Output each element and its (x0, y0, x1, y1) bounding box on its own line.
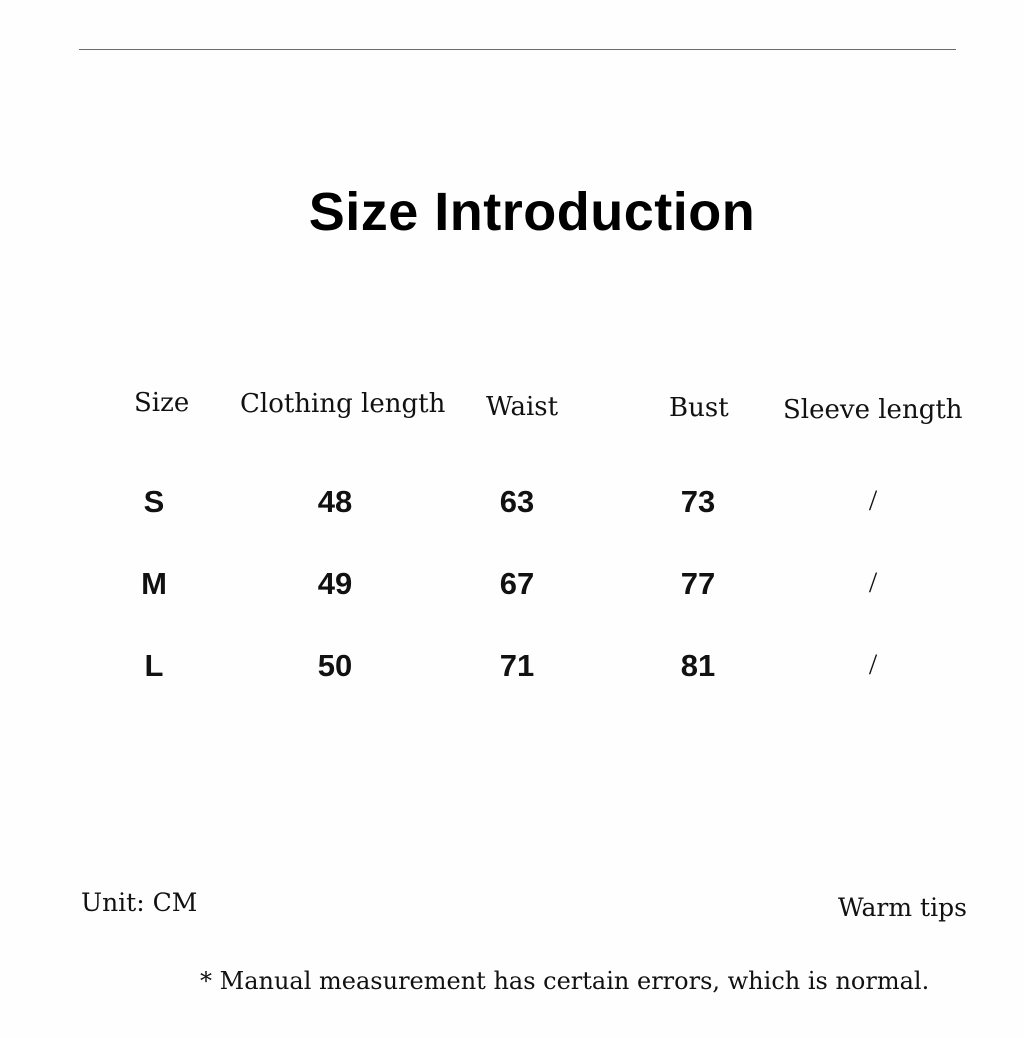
table-cell-bust: 81 (680, 648, 716, 683)
table-cell-waist: 63 (499, 484, 535, 519)
unit-label: Unit: CM (81, 888, 198, 917)
table-cell-size: S (143, 484, 165, 519)
table-cell-size: L (144, 648, 164, 683)
warm-tips-label: Warm tips (838, 893, 967, 922)
header-size: Size (134, 388, 190, 418)
table-cell-clothing-length: 48 (317, 484, 353, 519)
table-cell-sleeve-length: / (868, 566, 878, 599)
header-sleeve-length: Sleeve length (783, 395, 963, 425)
table-cell-bust: 73 (680, 484, 716, 519)
table-cell-sleeve-length: / (868, 648, 878, 681)
table-cell-bust: 77 (680, 566, 716, 601)
table-cell-sleeve-length: / (868, 484, 878, 517)
page-title: Size Introduction (308, 182, 756, 242)
measurement-note: * Manual measurement has certain errors, which is normal. (200, 967, 930, 995)
header-clothing-length: Clothing length (240, 389, 446, 419)
top-divider (79, 49, 956, 50)
table-cell-clothing-length: 49 (317, 566, 353, 601)
table-cell-waist: 71 (499, 648, 535, 683)
table-cell-size: M (141, 566, 167, 601)
table-cell-waist: 67 (499, 566, 535, 601)
header-bust: Bust (669, 393, 729, 423)
table-cell-clothing-length: 50 (317, 648, 353, 683)
header-waist: Waist (486, 392, 559, 422)
